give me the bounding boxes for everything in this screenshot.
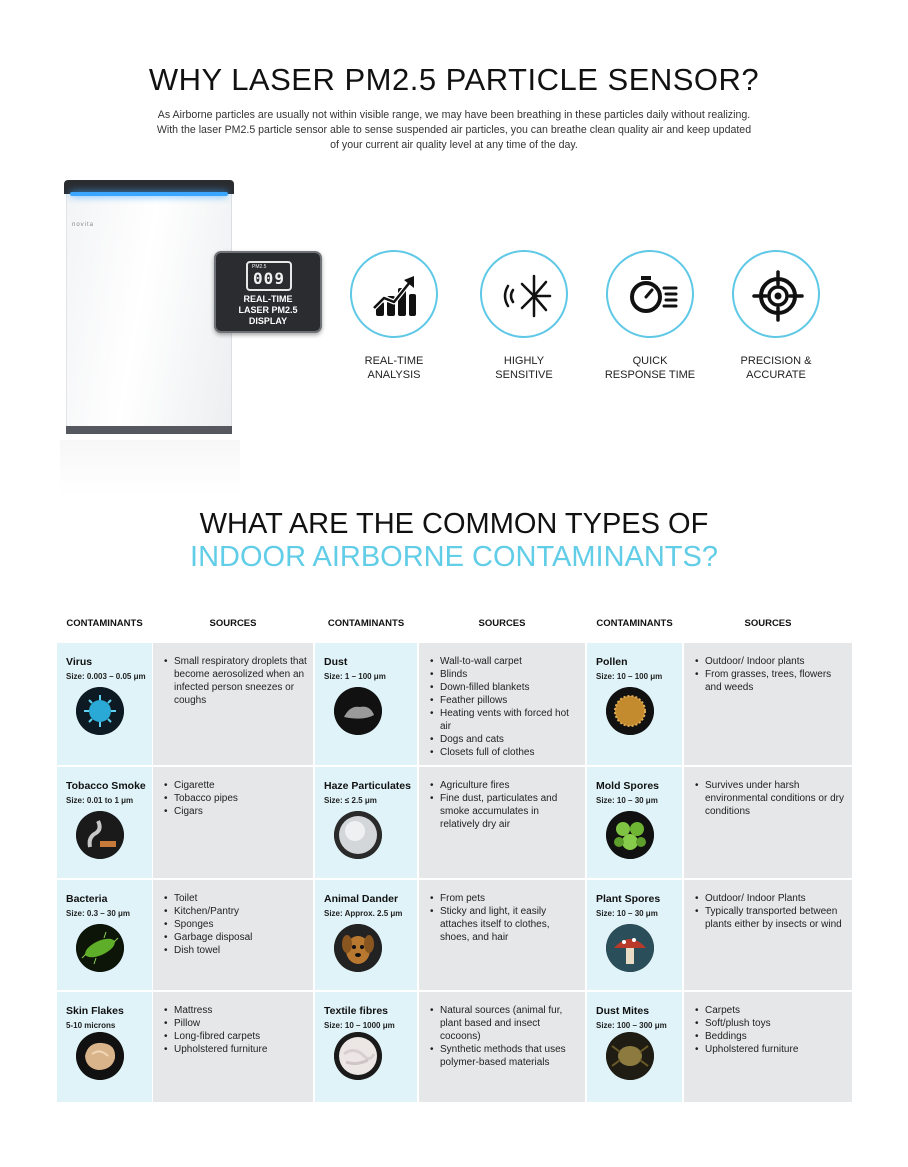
contaminant-cell	[315, 767, 417, 878]
contaminant-size: Size: Approx. 2.5 μm	[324, 909, 403, 918]
purifier-base	[66, 426, 232, 434]
contaminant-cell	[587, 992, 682, 1102]
source-item: • Agriculture fires	[428, 779, 580, 792]
contaminant-size: Size: 0.01 to 1 μm	[66, 796, 134, 805]
section-title-accent: INDOOR AIRBORNE CONTAMINANTS?	[190, 541, 718, 573]
sources-list	[428, 1004, 580, 1069]
source-item: • Survives under harsh environmental conditions or dry conditions	[693, 779, 847, 818]
contaminant-name: Haze Particulates	[324, 780, 411, 792]
bacteria-icon	[76, 924, 124, 972]
contaminant-name: Mold Spores	[596, 780, 660, 792]
column-header-sources: SOURCES	[209, 618, 257, 629]
sources-list	[162, 655, 308, 707]
virus-icon	[76, 687, 124, 735]
contaminant-size: 5-10 microns	[66, 1021, 116, 1030]
intro-line: As Airborne particles are usually not within visible range, we may have been breathing in these particles daily without realizing.	[157, 109, 751, 121]
contaminant-name: Bacteria	[66, 893, 108, 905]
mold-icon	[606, 811, 654, 859]
sources-list	[162, 892, 308, 957]
column-header-sources: SOURCES	[478, 618, 526, 629]
sources-list	[693, 779, 847, 818]
contaminant-cell	[315, 643, 417, 765]
skin-flake-icon	[76, 1032, 124, 1080]
contaminant-cell	[315, 880, 417, 990]
source-item: • Outdoor/ Indoor Plants	[693, 892, 847, 905]
sources-cell	[419, 643, 585, 765]
pm25-screen	[246, 261, 292, 291]
feature-circle	[732, 250, 820, 338]
source-item: • Beddings	[693, 1030, 847, 1043]
feature-circle	[480, 250, 568, 338]
sources-cell	[684, 880, 852, 990]
contaminant-cell	[587, 767, 682, 878]
contaminant-name: Virus	[66, 656, 93, 668]
dust-icon	[334, 687, 382, 735]
contaminant-cell	[57, 880, 152, 990]
source-item: • Feather pillows	[428, 694, 580, 707]
sources-cell	[684, 992, 852, 1102]
sources-list	[162, 1004, 308, 1056]
sources-list	[693, 1004, 847, 1056]
feature-label-line: ACCURATE	[746, 369, 806, 381]
feature-label	[590, 354, 710, 382]
contaminant-name: Pollen	[596, 656, 628, 668]
sources-cell	[153, 880, 313, 990]
feature-label-line: REAL-TIME	[364, 355, 424, 367]
source-item: • Dish towel	[162, 944, 308, 957]
contaminant-name: Textile fibres	[324, 1005, 388, 1017]
contaminant-size: Size: 10 – 1000 μm	[324, 1021, 395, 1030]
purifier-reflection	[60, 440, 240, 496]
intro-line: With the laser PM2.5 particle sensor able to sense suspended air particles, you can breathe clean quality air and keep updated	[156, 124, 752, 136]
source-item: • Dogs and cats	[428, 733, 580, 746]
contaminant-size: Size: 1 – 100 μm	[324, 672, 386, 681]
contaminant-name: Dust Mites	[596, 1005, 650, 1017]
display-label-line: LASER PM2.5	[238, 305, 298, 315]
pm25-screen-tag: PM2.5	[252, 264, 267, 270]
sources-cell	[153, 643, 313, 765]
feature-label-line: SENSITIVE	[495, 369, 553, 381]
display-label-line: REAL-TIME	[243, 294, 293, 304]
contaminant-cell	[57, 992, 152, 1102]
dog-icon	[334, 924, 382, 972]
speed-timer-icon	[626, 270, 678, 322]
mushroom-icon	[606, 924, 654, 972]
purifier-light-strip	[70, 192, 228, 196]
contaminant-size: Size: 0.3 – 30 μm	[66, 909, 131, 918]
contaminant-cell	[587, 880, 682, 990]
sources-cell	[419, 767, 585, 878]
pm25-display-card	[214, 251, 322, 333]
source-item: • From pets	[428, 892, 580, 905]
source-item: • Small respiratory droplets that become aerosolized when an infected person sneezes or coughs	[162, 655, 308, 707]
sources-list	[428, 655, 580, 759]
source-item: • Long-fibred carpets	[162, 1030, 308, 1043]
contaminant-name: Tobacco Smoke	[66, 780, 146, 792]
haze-icon	[334, 811, 382, 859]
intro-text	[120, 108, 788, 153]
dust-mite-icon	[606, 1032, 654, 1080]
contaminant-name: Skin Flakes	[66, 1005, 124, 1017]
column-header-contaminants: CONTAMINANTS	[66, 618, 143, 629]
source-item: • Typically transported between plants either by insects or wind	[693, 905, 847, 931]
source-item: • Sponges	[162, 918, 308, 931]
sources-list	[428, 892, 580, 944]
source-item: • From grasses, trees, flowers and weeds	[693, 668, 847, 694]
contaminant-size: Size: ≤ 2.5 μm	[324, 796, 377, 805]
pm25-reading: 009	[253, 269, 285, 288]
feature-circle	[350, 250, 438, 338]
source-item: • Down-filled blankets	[428, 681, 580, 694]
intro-line: of your current air quality level at any time of the day.	[330, 139, 578, 151]
display-label	[216, 294, 320, 327]
crosshair-target-icon	[752, 270, 804, 322]
pollen-icon	[606, 687, 654, 735]
contaminant-cell	[315, 992, 417, 1102]
source-item: • Toilet	[162, 892, 308, 905]
sources-list	[162, 779, 308, 818]
feature-label-line: PRECISION &	[740, 355, 812, 367]
sources-list	[428, 779, 580, 831]
feature-label	[334, 354, 454, 382]
sources-cell	[684, 643, 852, 765]
feature-label-line: RESPONSE TIME	[604, 369, 696, 381]
contaminant-size: Size: 10 – 30 μm	[596, 909, 658, 918]
contaminant-name: Animal Dander	[324, 893, 399, 905]
source-item: • Soft/plush toys	[693, 1017, 847, 1030]
source-item: • Garbage disposal	[162, 931, 308, 944]
source-item: • Mattress	[162, 1004, 308, 1017]
column-header-contaminants: CONTAMINANTS	[327, 618, 405, 629]
feature-label-line: HIGHLY	[503, 355, 545, 367]
source-item: • Fine dust, particulates and smoke accumulates in relatively dry air	[428, 792, 580, 831]
signal-burst-icon	[500, 270, 552, 322]
contaminant-name: Plant Spores	[596, 893, 661, 905]
source-item: • Wall-to-wall carpet	[428, 655, 580, 668]
sources-cell	[153, 992, 313, 1102]
source-item: • Carpets	[693, 1004, 847, 1017]
feature-label-line: QUICK	[632, 355, 668, 367]
source-item: • Outdoor/ Indoor plants	[693, 655, 847, 668]
source-item: • Blinds	[428, 668, 580, 681]
contaminant-cell	[57, 767, 152, 878]
source-item: • Cigars	[162, 805, 308, 818]
brand-logo: novita	[72, 222, 95, 228]
source-item: • Kitchen/Pantry	[162, 905, 308, 918]
section-title: WHAT ARE THE COMMON TYPES OF	[199, 508, 709, 540]
page-title: WHY LASER PM2.5 PARTICLE SENSOR?	[148, 62, 760, 97]
contaminant-size: Size: 10 – 30 μm	[596, 796, 658, 805]
feature-label	[464, 354, 584, 382]
contaminant-size: Size: 100 – 300 μm	[596, 1021, 667, 1030]
sources-cell	[153, 767, 313, 878]
source-item: • Tobacco pipes	[162, 792, 308, 805]
source-item: • Sticky and light, it easily attaches itself to clothes, shoes, and hair	[428, 905, 580, 944]
source-item: • Upholstered furniture	[693, 1043, 847, 1056]
sources-list	[693, 892, 847, 931]
sources-cell	[684, 767, 852, 878]
contaminant-cell	[587, 643, 682, 765]
sources-cell	[419, 880, 585, 990]
smoke-icon	[76, 811, 124, 859]
contaminant-name: Dust	[324, 656, 348, 668]
source-item: • Synthetic methods that uses polymer-based materials	[428, 1043, 580, 1069]
feature-label	[716, 354, 836, 382]
air-purifier-image	[60, 178, 238, 438]
column-header-sources: SOURCES	[744, 618, 792, 629]
display-label-line: DISPLAY	[248, 316, 288, 326]
purifier-body	[66, 194, 232, 430]
bar-chart-arrow-icon	[370, 270, 422, 322]
source-item: • Closets full of clothes	[428, 746, 580, 759]
fibre-icon	[334, 1032, 382, 1080]
contaminant-cell	[57, 643, 152, 765]
contaminant-size: Size: 0.003 – 0.05 μm	[66, 672, 146, 681]
contaminant-size: Size: 10 – 100 μm	[596, 672, 663, 681]
source-item: • Natural sources (animal fur, plant based and insect cocoons)	[428, 1004, 580, 1043]
source-item: • Upholstered furniture	[162, 1043, 308, 1056]
source-item: • Cigarette	[162, 779, 308, 792]
source-item: • Pillow	[162, 1017, 308, 1030]
feature-label-line: ANALYSIS	[367, 369, 421, 381]
source-item: • Heating vents with forced hot air	[428, 707, 580, 733]
sources-cell	[419, 992, 585, 1102]
sources-list	[693, 655, 847, 694]
feature-circle	[606, 250, 694, 338]
column-header-contaminants: CONTAMINANTS	[596, 618, 673, 629]
